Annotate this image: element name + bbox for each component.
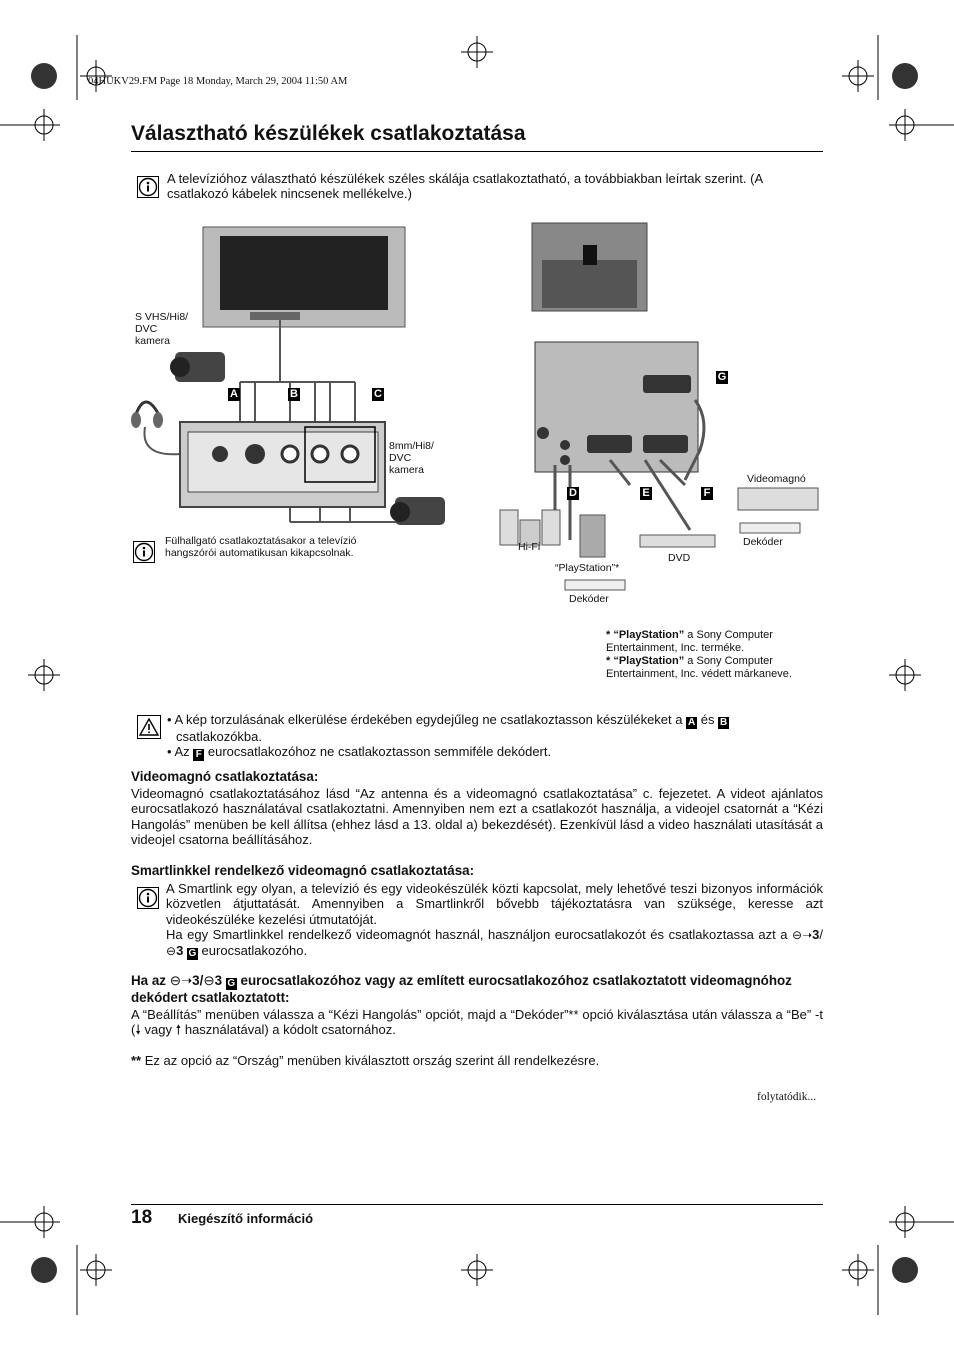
scart-out-icon: ⊖ xyxy=(166,944,177,959)
letter-e: E xyxy=(640,487,652,500)
letter-b: B xyxy=(288,388,300,401)
vcr-heading: Videomagnó csatlakoztatása: xyxy=(131,769,319,784)
headphone-note: Fülhallgató csatlakoztatásakor a televízió hangszórói automatikusan kikapcsolnak. xyxy=(165,535,357,559)
vcr-text: Videomagnó csatlakoztatásához lásd “Az antenna és a videomagnó csatlakoztatása” c. fejezetet. A videot ajánlatos eurocsatlakozó használatával csatlakoztatni. Amennyiben nem ezt a csatlakozót használja, a videojel csatornát a “Kézi Hangolás” menüben be kell állítsa (ehhez lásd a 13. oldal a) bekezdését). Ezenkívül lásd a video használati utasítását a videojel csatorna beállításához. xyxy=(131,786,823,847)
info-icon xyxy=(137,176,159,198)
scart-in-icon: ⊖➝ xyxy=(792,928,813,942)
letter-a: A xyxy=(228,388,240,401)
decoder-text: A “Beállítás” menüben válassza a “Kézi Hangolás” opciót, majd a “Dekóder”** opció kiválasztása után válassza a “Be” -t (🠗 vagy 🠕 használatával) a kódolt csatornához. xyxy=(131,1007,823,1038)
warning-item-1: • A kép torzulásának elkerülése érdekében egydejűleg ne csatlakoztasson készülékeket a A és B xyxy=(167,712,728,728)
warning-icon xyxy=(137,715,161,739)
arrow-up-icon: 🠕 xyxy=(175,1022,182,1038)
scart-in-icon: ⊖➝ xyxy=(169,973,193,988)
hifi-label: Hi-Fi xyxy=(518,541,541,553)
dvd-label: DVD xyxy=(668,552,691,564)
smartlink-heading: Smartlinkkel rendelkező videomagnó csatlakoztatása: xyxy=(131,863,475,878)
title-rule xyxy=(131,151,823,152)
warning-item-2: • Az F eurocsatlakozóhoz ne csatlakoztasson semmiféle dekódert. xyxy=(167,744,552,761)
footer-rule xyxy=(131,1204,823,1205)
info-icon xyxy=(133,541,155,563)
arrow-down-icon: 🠗 xyxy=(135,1022,141,1038)
letter-g: G xyxy=(717,371,727,383)
mm8-camera-label: 8mm/Hi8/ DVC kamera xyxy=(389,440,434,476)
letter-f: F xyxy=(701,487,713,500)
intro-text: A televízióhoz választható készülékek széles skálája csatlakoztatható, a továbbiakban leírtak szerint. (A csatlakozó kábelek nincsenek mellékelve.) xyxy=(167,171,763,202)
svhs-camera-label: S VHS/Hi8/ DVC kamera xyxy=(135,311,189,347)
smartlink-text-2: Ha egy Smartlinkkel rendelkező videomagnót használ, használjon eurocsatlakozót és csatlakoztassa azt a ⊖➝3/⊖3 G eurocsatlakozóho. xyxy=(166,927,823,960)
decoder-label-1: Dekóder xyxy=(569,593,609,605)
decoder-heading: Ha az ⊖➝3/⊖3 G eurocsatlakozóhoz vagy az említett eurocsatlakozóhoz csatlakoztatott videomagnóhoz dekódert csatlakoztatott: xyxy=(131,973,792,1005)
file-header: 04HUKV29.FM Page 18 Monday, March 29, 2004 11:50 AM xyxy=(88,76,348,87)
info-icon xyxy=(137,887,159,909)
tv-front-diagram xyxy=(120,222,450,542)
footer-section: Kiegészítő információ xyxy=(178,1211,314,1226)
vcr-label: Videomagnó xyxy=(747,473,806,485)
footnote-2: * “PlayStation” a Sony Computer Entertainment, Inc. védett márkaneve. xyxy=(606,655,792,680)
smartlink-text-1: A Smartlink egy olyan, a televízió és egy videokészülék közti kapcsolat, mely lehetővé teszi bizonyos információk közvetlen átjuttatását. Amennyiben a Smartlinkről bővebb tájékoztatásra van szüksége, keresse azt videokészüléke kezelési útmutatóját. xyxy=(166,881,823,927)
warning-list: • A kép torzulásának elkerülése érdekében egydejűleg ne csatlakoztasson készülékeket a A és B csatlakozókba. • Az F eurocsatlakozóhoz ne csatlakoztasson semmiféle dekódert. xyxy=(167,712,823,761)
tv-rear-diagram xyxy=(495,220,835,620)
page-number: 18 xyxy=(131,1207,153,1228)
scart-out-icon: ⊖ xyxy=(203,973,215,988)
playstation-label: “PlayStation”* xyxy=(555,562,620,574)
decoder-label-2: Dekóder xyxy=(743,536,783,548)
continued-label: folytatódik... xyxy=(757,1091,817,1103)
letter-d: D xyxy=(567,487,579,500)
note-country: ** Ez az opció az “Ország” menüben kiválasztott ország szerint áll rendelkezésre. xyxy=(131,1053,600,1068)
letter-c: C xyxy=(372,388,384,401)
page-title: Választható készülékek csatlakoztatása xyxy=(131,122,526,145)
footnote-1: * “PlayStation” a Sony Computer Entertainment, Inc. terméke. xyxy=(606,629,773,654)
